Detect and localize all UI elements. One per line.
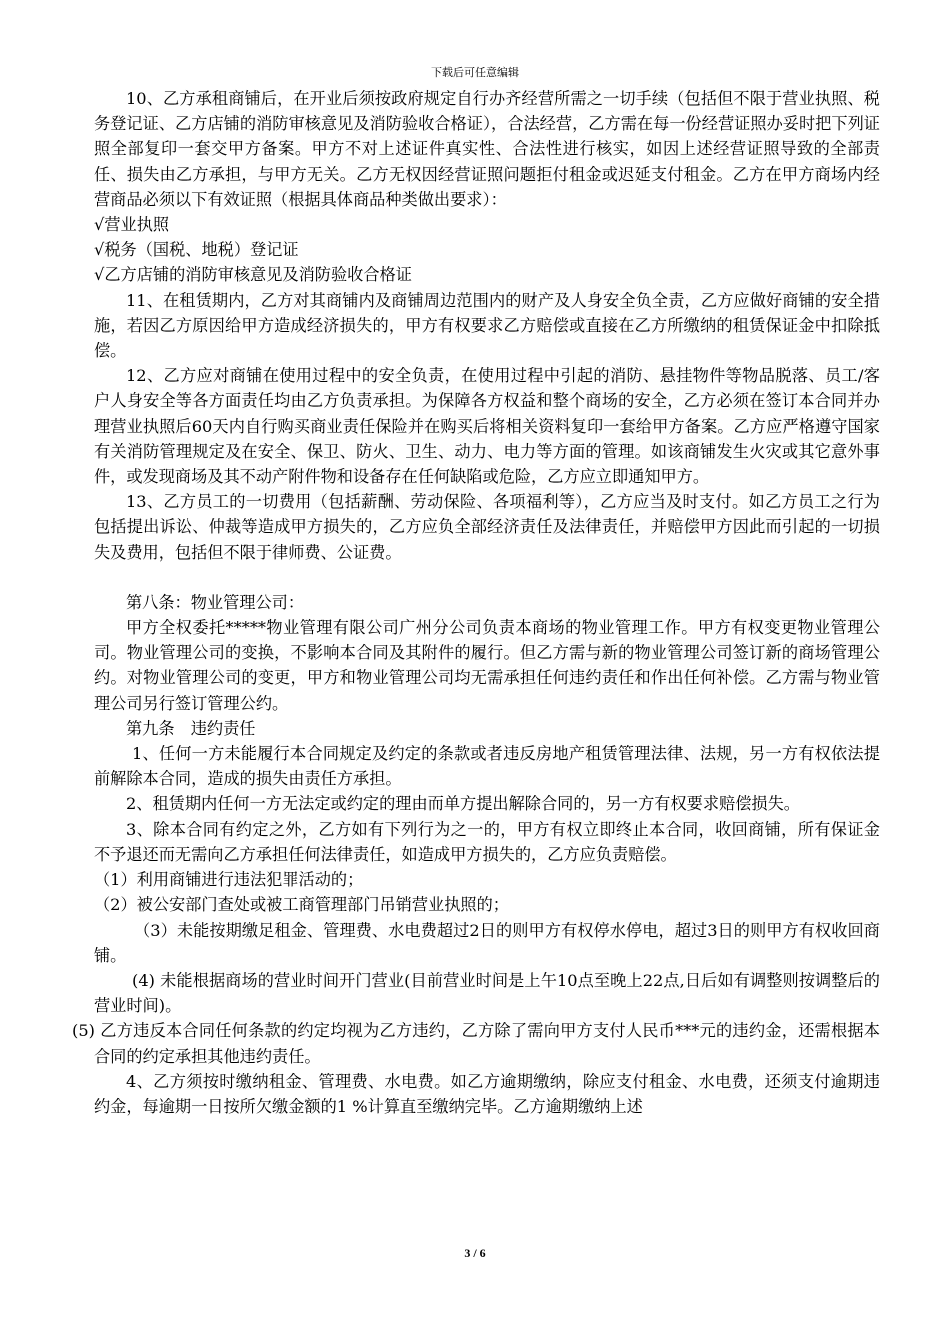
article-9-item-1: 1、任何一方未能履行本合同规定及约定的条款或者违反房地产租赁管理法律、法规，另一方有权依法提前解除本合同，造成的损失由责任方承担。	[94, 744, 880, 789]
article-9-subitem-2: （2）被公安部门查处或被工商管理部门吊销营业执照的；	[94, 895, 509, 915]
article-9-subitem-5: (5) 乙方违反本合同任何条款的约定均视为乙方违约，乙方除了需向甲方支付人民币***元的违约金，还需根据本合同的约定承担其他违约责任。	[72, 1021, 880, 1066]
checklist-item-fire-certificate: √乙方店铺的消防审核意见及消防验收合格证	[94, 265, 412, 285]
article-9-item-2: 2、租赁期内任何一方无法定或约定的理由而单方提出解除合同的，另一方有权要求赔偿损失。	[126, 794, 800, 814]
clause-10: 10、乙方承租商铺后，在开业后须按政府规定自行办齐经营所需之一切手续（包括但不限于营业执照、税务登记证、乙方店铺的消防审核意见及消防验收合格证），合法经营，乙方需在每一份经营证照办妥时把下列证照全部复印一套交甲方备案。甲方不对上述证件真实性、合法性进行核实，如因上述经营证照导致的全部责任、损失由乙方承担，与甲方无关。乙方无权因经营证照问题拒付租金或迟延支付租金。乙方在甲方商场内经营商品必须以下有效证照（根据具体商品种类做出要求）：	[94, 89, 880, 209]
checklist-item-tax-registration: √税务（国税、地税）登记证	[94, 240, 299, 260]
header-note: 下载后可任意编辑	[431, 66, 519, 79]
clause-13: 13、乙方员工的一切费用（包括薪酬、劳动保险、各项福利等），乙方应当及时支付。如乙方员工之行为包括提出诉讼、仲裁等造成甲方损失的，乙方应负全部经济责任及法律责任，并赔偿甲方因此而引起的一切损失及费用，包括但不限于律师费、公证费。	[94, 492, 880, 562]
article-8-title: 第八条：物业管理公司：	[126, 592, 305, 612]
article-9-item-4: 4、乙方须按时缴纳租金、管理费、水电费。如乙方逾期缴纳，除应支付租金、水电费，还须支付逾期违约金，每逾期一日按所欠缴金额的1 %计算直至缴纳完毕。乙方逾期缴纳上述	[94, 1071, 880, 1116]
article-9-subitem-3: （3）未能按期缴足租金、管理费、水电费超过2日的则甲方有权停水停电，超过3日的则甲方有权收回商铺。	[94, 920, 880, 965]
checklist-item-business-license: √营业执照	[94, 215, 170, 235]
document-body	[72, 86, 880, 1119]
article-9-item-3: 3、除本合同有约定之外，乙方如有下列行为之一的，甲方有权立即终止本合同，收回商铺，所有保证金不予退还而无需向乙方承担任何法律责任，如造成甲方损失的，乙方应负责赔偿。	[94, 819, 880, 864]
paragraph-spacer	[94, 565, 880, 590]
article-9-title: 第九条 违约责任	[126, 718, 256, 738]
article-9-subitem-4: (4) 未能根据商场的营业时间开门营业(目前营业时间是上午10点至晚上22点,日后如有调整则按调整后的营业时间)。	[94, 970, 880, 1016]
page-number: 3 / 6	[464, 1246, 486, 1260]
article-8-body: 甲方全权委托*****物业管理有限公司广州分公司负责本商场的物业管理工作。甲方有权变更物业管理公司。物业管理公司的变换，不影响本合同及其附件的履行。但乙方需与新的物业管理公司签订新的商场管理公约。对物业管理公司的变更，甲方和物业管理公司均无需承担任何违约责任和作出任何补偿。乙方需与物业管理公司另行签订管理公约。	[94, 618, 880, 713]
clause-11: 11、在租赁期内，乙方对其商铺内及商铺周边范围内的财产及人身安全负全责，乙方应做好商铺的安全措施，若因乙方原因给甲方造成经济损失的，甲方有权要求乙方赔偿或直接在乙方所缴纳的租赁保证金中扣除抵偿。	[94, 290, 880, 361]
article-9-subitem-1: （1）利用商铺进行违法犯罪活动的；	[94, 870, 364, 890]
clause-12: 12、乙方应对商铺在使用过程中的安全负责，在使用过程中引起的消防、悬挂物件等物品脱落、员工/客户人身安全等各方面责任均由乙方负责承担。为保障各方权益和整个商场的安全，乙方必须在签订本合同并办理营业执照后60天内自行购买商业责任保险并在购买后将相关资料复印一套给甲方备案。乙方应严格遵守国家有关消防管理规定及在安全、保卫、防火、卫生、动力、电力等方面的管理。如该商铺发生火灾或其它意外事件，或发现商场及其不动产附件物和设备存在任何缺陷或危险，乙方应立即通知甲方。	[94, 366, 880, 487]
